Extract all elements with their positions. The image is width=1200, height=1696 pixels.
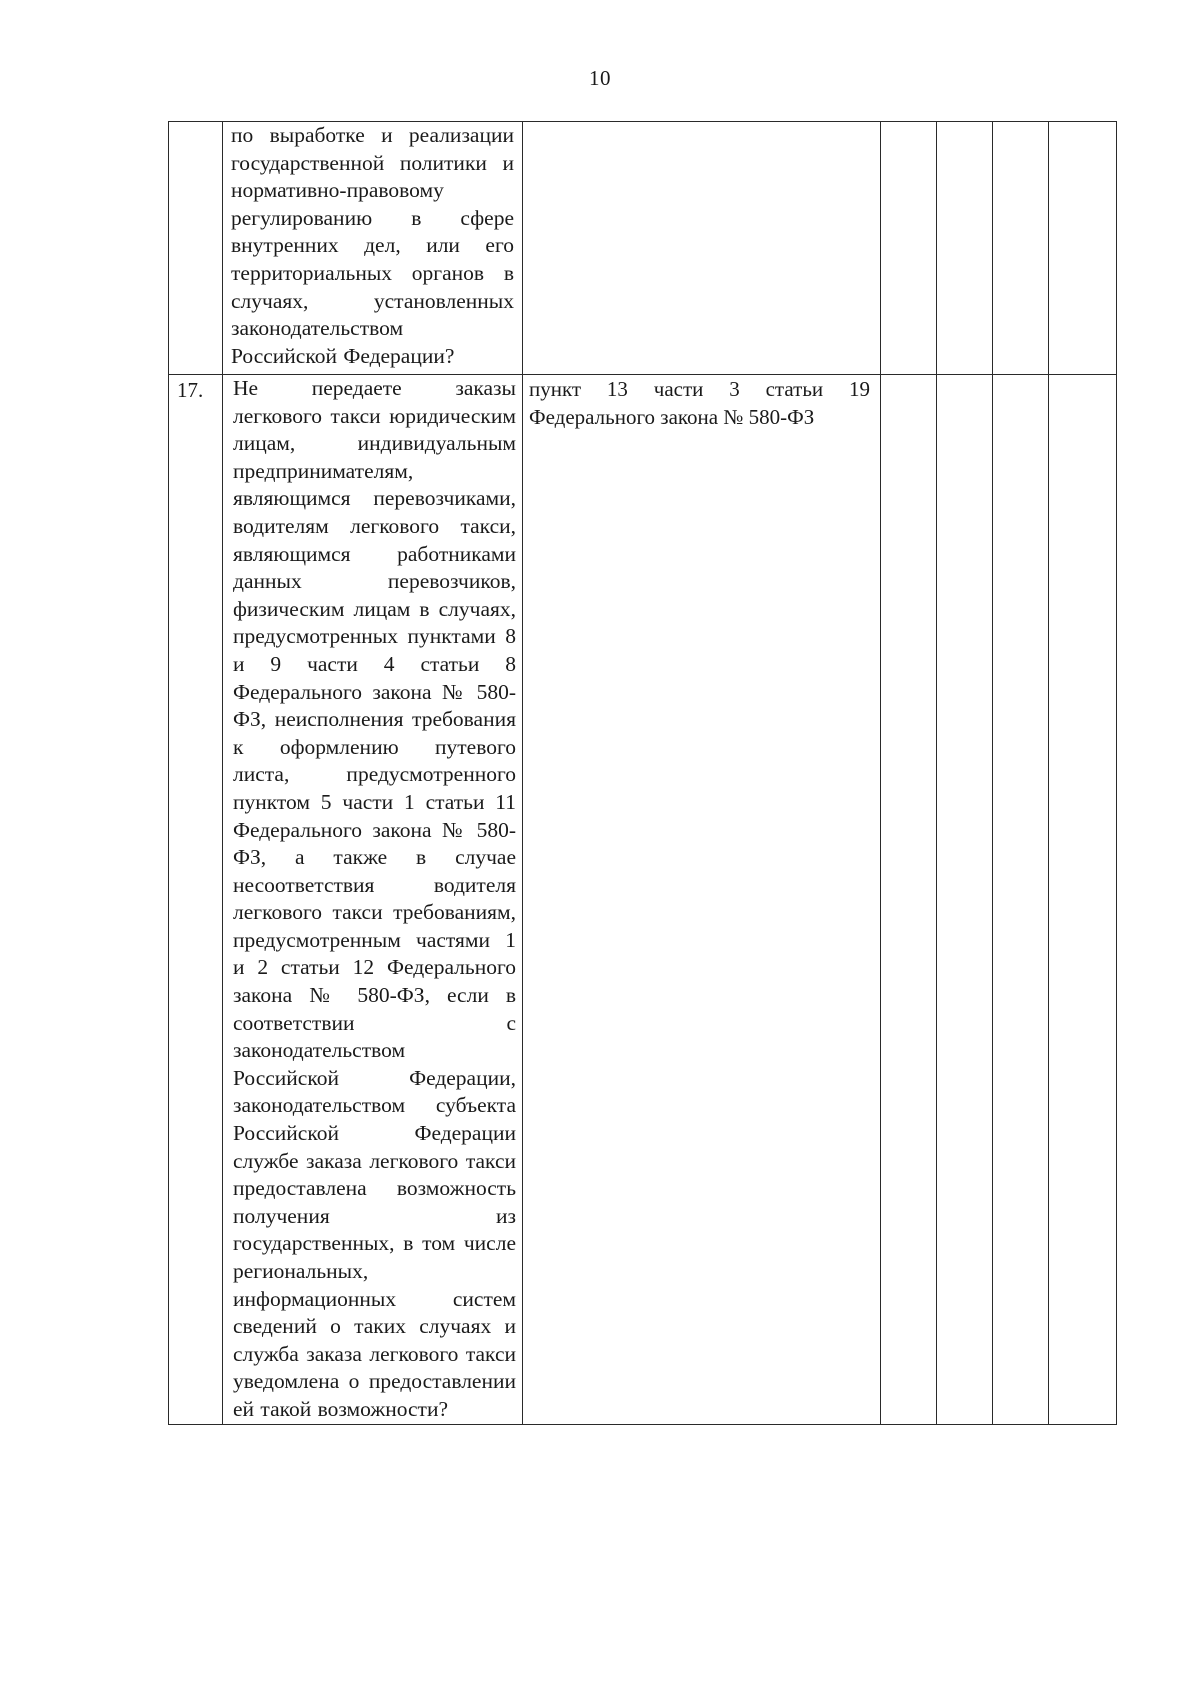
- row-number-cell: 17.: [169, 375, 223, 1425]
- table-row: [169, 122, 1117, 375]
- note-cell: [1049, 122, 1117, 375]
- checklist-table: [168, 121, 1117, 1425]
- reference-cell: пункт 13 части 3 статьи 19 Федерального закона № 580-ФЗ: [523, 375, 881, 1425]
- checklist-table-container: [168, 121, 1116, 1425]
- note-cell: [1049, 375, 1117, 1425]
- question-cell: по выработке и реализации государственной политики и нормативно-правовому регулированию в сфере внутренних дел, или его территориальных органов в случаях, установленных законодательством Российской Федерации?: [223, 122, 523, 375]
- reference-cell: [523, 122, 881, 375]
- answer-yes-cell: [881, 122, 937, 375]
- table-row: [169, 375, 1117, 1425]
- answer-no-cell: [937, 375, 993, 1425]
- answer-not-applicable-cell: [993, 375, 1049, 1425]
- page-number: 10: [589, 66, 611, 90]
- question-cell: Не передаете заказы легкового такси юридическим лицам, индивидуальным предпринимателям, являющимся перевозчиками, водителям легкового такси, являющимся работниками данных перевозчиков, физическим лицам в случаях, предусмотренных пунктами 8 и 9 части 4 статьи 8 Федерального закона № 580-ФЗ, неисполнения требования к оформлению путевого листа, предусмотренного пунктом 5 части 1 статьи 11 Федерального закона № 580-ФЗ, а также в случае несоответствия водителя легкового такси требованиям, предусмотренным частями 1 и 2 статьи 12 Федерального закона № 580-ФЗ, если в соответствии с законодательством Российской Федерации, законодательством субъекта Российской Федерации службе заказа легкового такси предоставлена возможность получения из государственных, в том числе региональных, информационных систем сведений о таких случаях и служба заказа легкового такси уведомлена о предоставлении ей такой возможности?: [223, 375, 523, 1425]
- answer-yes-cell: [881, 375, 937, 1425]
- answer-not-applicable-cell: [993, 122, 1049, 375]
- answer-no-cell: [937, 122, 993, 375]
- row-number-cell: [169, 122, 223, 375]
